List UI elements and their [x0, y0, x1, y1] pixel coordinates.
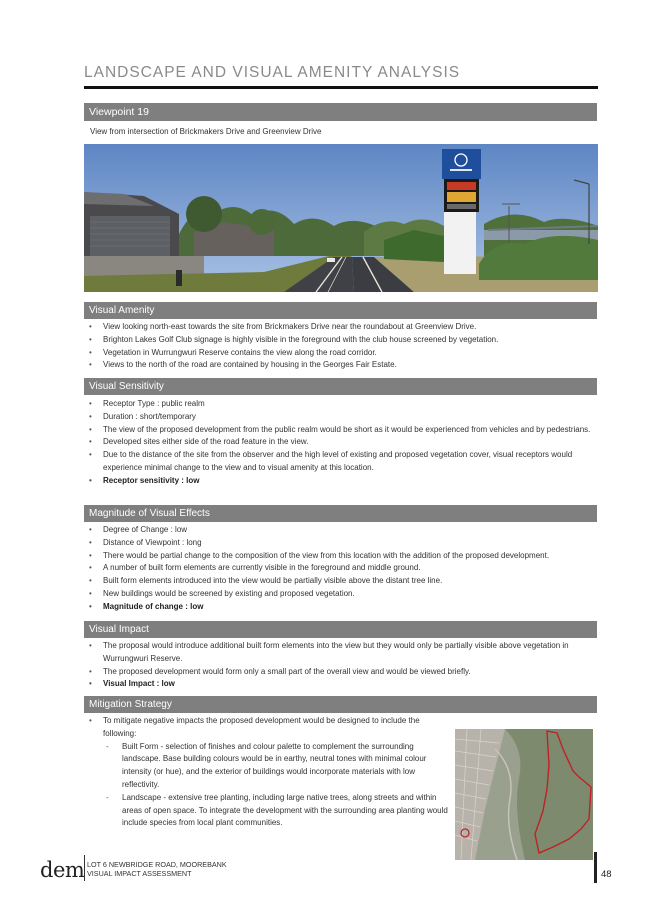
list-item: • New buildings would be screened by existing and proposed vegetation. — [84, 588, 596, 601]
visual-sensitivity-list — [84, 398, 596, 488]
sub-list-item: - Built Form - selection of finishes and colour palette to complement the surrounding landscape. Base building colours would be in earthy, neutral tones with minimal colour intensity (or hue), and the exterior of buildings would incorporate materials with low reflectivity. — [103, 741, 452, 792]
list-item: • Brighton Lakes Golf Club signage is highly visible in the foreground with the club house screened by vegetation. — [84, 334, 596, 347]
mitigation-heading: Mitigation Strategy — [84, 696, 597, 713]
list-item: • Duration : short/temporary — [84, 411, 596, 424]
page-number-rule — [594, 852, 597, 883]
list-item: • The proposed development would form only a small part of the overall view and would be viewed briefly. — [84, 666, 596, 679]
title-rule — [84, 86, 598, 89]
list-item: • There would be partial change to the composition of the view from this location with the addition of the proposed development. — [84, 550, 596, 563]
visual-impact-list — [84, 640, 596, 691]
list-item: • The proposal would introduce additional built form elements into the view but they would only be partially visible above vegetation in Wurrungwuri Reserve. — [84, 640, 596, 666]
footer-document-name: VISUAL IMPACT ASSESSMENT — [87, 869, 192, 878]
footer-divider — [84, 855, 85, 881]
site-location-map — [455, 729, 593, 860]
viewpoint-label: Viewpoint 19 — [84, 103, 597, 121]
magnitude-heading: Magnitude of Visual Effects — [84, 505, 597, 522]
page-number: 48 — [601, 869, 612, 880]
visual-amenity-list — [84, 321, 596, 372]
list-item: • Vegetation in Wurrungwuri Reserve contains the view along the road corridor. — [84, 347, 596, 360]
impact-rating: • Visual Impact : low — [84, 678, 596, 691]
footer-project-info — [87, 860, 227, 878]
magnitude-rating: • Magnitude of change : low — [84, 601, 596, 614]
visual-impact-heading: Visual Impact — [84, 621, 597, 638]
page-title: LANDSCAPE AND VISUAL AMENITY ANALYSIS — [84, 64, 461, 81]
sensitivity-rating: • Receptor sensitivity : low — [84, 475, 596, 488]
visual-amenity-heading: Visual Amenity — [84, 302, 597, 319]
sub-list-item: - Landscape - extensive tree planting, including large native trees, along streets and within areas of open space. To integrate the development with the surrounding area planting would include species from local plant communities. — [103, 792, 452, 830]
list-item: • Distance of Viewpoint : long — [84, 537, 596, 550]
visual-sensitivity-heading: Visual Sensitivity — [84, 378, 597, 395]
footer-project-name: LOT 6 NEWBRIDGE ROAD, MOOREBANK — [87, 860, 227, 869]
mitigation-list — [84, 715, 452, 830]
list-item: • Receptor Type : public realm — [84, 398, 596, 411]
magnitude-list — [84, 524, 596, 614]
list-item: • A number of built form elements are currently visible in the foreground and middle ground. — [84, 562, 596, 575]
viewpoint-photo — [84, 144, 598, 292]
mitigation-intro: To mitigate negative impacts the proposed development would be designed to include the following: — [103, 716, 420, 738]
list-item — [84, 715, 452, 830]
mitigation-sublist — [103, 741, 452, 831]
list-item: • Degree of Change : low — [84, 524, 596, 537]
list-item: • The view of the proposed development from the public realm would be short as it would be experienced from vehicles and by pedestrians. — [84, 424, 596, 437]
list-item: • Views to the north of the road are contained by housing in the Georges Fair Estate. — [84, 359, 596, 372]
viewpoint-caption: View from intersection of Brickmakers Drive and Greenview Drive — [90, 127, 322, 136]
list-item: • Developed sites either side of the road feature in the view. — [84, 436, 596, 449]
company-logo: dem — [40, 858, 85, 882]
list-item: • Built form elements introduced into the view would be partially visible above the distant tree line. — [84, 575, 596, 588]
list-item: • View looking north-east towards the site from Brickmakers Drive near the roundabout at Greenview Drive. — [84, 321, 596, 334]
list-item: • Due to the distance of the site from the observer and the high level of existing and proposed vegetation cover, visual receptors would experience minimal change to the view and to visual amenity at this location. — [84, 449, 596, 475]
